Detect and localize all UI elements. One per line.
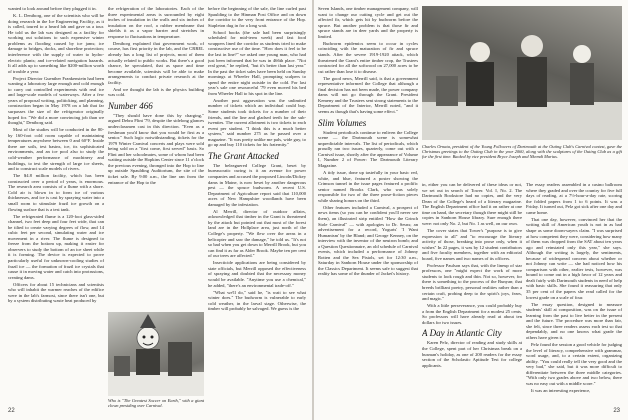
left-page — [0, 0, 312, 420]
right-column-1 — [318, 6, 418, 410]
right-hidden-col — [318, 404, 319, 405]
paragraph: in, either you can be delivered of these ideas or not, we set out in search of Tower. Vol. I, No. 2. The Dartmouth Bookstore had no copies, and the very Dean of the College's heard of a literary magazine. The English Department office had it on rather at one time on hand, the secretary though there might still be copies in Sanborn House library. Sure enough there were: not only No. 2, but No. 1 as well, on our own. — [422, 182, 522, 226]
paragraph: "What we'll do," said he, "is wait to see what winter does." The budworm is vulnerable to early cold weather, in the larval stage. Otherwise, the timber will probably be salvaged. We guess is the — [208, 289, 306, 312]
paragraph: The essay question, designed to measure students' skill at composition, was on the issue of learning from the past to live better in the present and the future. The procedure was more than fair, she felt, since three readers assess each test so that dependably, and no one knows what grade the others have given it. — [526, 301, 622, 340]
group-figures-illustration — [422, 6, 622, 140]
right-photo-caption: Charles Ornata, president of the Young Followers of Dartmouth at the Outing Club's Carnival contest, gave the Christmas greetings to the Outing Club in the year 2060, along with the sculptures of the Outing Club as a gift for the first time. Backed by vice president Bryce Joseph and Nkemdi Marius. — [422, 144, 622, 160]
paragraph: Another post aggravation was the unlimited number of tickets which an individual could buy. Some students took tickets for a number of their friends, and the line and gladsed teeth for the sub-twenties. The current allotment is two tickets to each event per student. "I think this is a much better system," said number 275 as he passed over a magazine. "It was pretty unlike me pals, wide guy, to go up and buy 110 tickets for his fraternity." — [208, 97, 306, 148]
paragraph: A tidy issue, done up tastefully in your basic red, white, and blue, featured a poster showing the Crimson tunnel in the issue pages featured a prolific senior named Brooks Clark, who was solely responsible for two of the three prose-fiction pieces while sharing honors on the third. — [318, 170, 418, 203]
left-column-3 — [208, 6, 306, 410]
section-heading-grant-attacked: The Grant Attacked — [208, 150, 279, 161]
paragraph: K. L. Deniborg, one of the scientists who will be doing research in the Ice Engineering Facility, as it is called, toured to a heard lab and gave us a tour. He told us the lab was designed as a facility for working out solutions to such expensive winter problems as flooding caused by ice jams; ice damage to bridges, docks, and shoreline protection; interference with the supply of water to hydro-electric plants; and ice-related navigation hazards. It all adds up to something like $200-million worth of trouble a year. — [8, 13, 104, 74]
paragraph: Other features included a Carnival, a prospect of news items (so you can be confident you'll never see them), an illustrated strip entitled "How the Grinch Stole Carnival" — with apologies to Dr. Seuss; an advertisement for a record, Yogurts' 'I Want Humanism' by the Bland; and George Kenney, on the interview with the inventor of the neutron bomb; and a Question Questionnaire, an old schedule of Carnival events, which included a performance of Johnny Rotten and the Sex Pistols, set for 12:30 a.m., Saturday in Sanborn House under the sponsorship of the Classics Department. It seems safe to suggest that reality has some of the thunder of Jacket's history. — [318, 204, 418, 277]
paragraph: Budworm epidemics seem to occur in cycles coinciding with the maturation of fir and spruce stands. After the severe 1919-1920 attack, which threatened the Grant's entire timber crop, the Trustees contracted for all the softwood on 27,000 acres to be cut rather than lose it to disease. — [318, 40, 418, 74]
page-number-left: 22 — [8, 408, 15, 414]
left-column-2 — [108, 6, 204, 310]
paragraph: Insecticide applications are being considered by state officials, but Merrill opposed the effectiveness of spraying and doubted that the necessary money would be available. "Anytime you use a chemical," he added, "there's an environmental trade-off." — [208, 260, 306, 288]
paragraph: Officers for about 15 technicians and scientists who will inhabit the warmer reaches of the edifice were in the lab's farmost, since there isn't one, but by a system distributing waste heat produced by — [8, 281, 104, 304]
paragraph: Al Merrill, director of outdoor affairs, acknowledged that timber in the Grant is threatened by the attack but pointed out that most of the forest land are in the Hollplace area, just north of the College's property. "We flew over the areas in a helicopter and saw the damage," he told us. "It's not so bad when you get down to Merrill Brook, but you can find it as far as Alder Brook. Maybe ten per cent of our trees are affected." — [208, 208, 306, 259]
paragraph: With a little perseverance, you could probably buy a from the English Department for a modest 25 cents. So professors will have already read at about ten dollars for two issues. — [422, 303, 522, 325]
paragraph: "They should have done this by charging," argued Debra Flint '79, despite the sidelong glances underclassmen cast in this direction. "Even as a freshman you'd know that you would be first as a senior." Such logic notwithstanding, tickets for the 1979 Winter Carnival concerts and plays were sold being sold on a "first come, first served" basis. So Flint and her schoolmates, some of whom had been waiting outside the Hopkins Center since 11 o'clock the previous evening, thronged into the Hop to line up outside Spaulding Auditorium, the site of the ticket sale. By 9:00 a.m., the line ran from the entrance of the Hop to the — [108, 112, 204, 185]
paragraph: It was an interesting experience, — [531, 388, 591, 394]
paragraph: Most of the studies will be conducted in the 80- by 160-foot cold room capable of maintaining temperatures anywhere between 0 and 60°F. Inside there are soils, test basins, ice, its sophisticated environments, and an ice pool also to study the cold-weather performance of machinery and buildings, to test the strength of large ice sheets, and to construct scale models of rivers. — [8, 127, 104, 172]
paragraph: before the beginning of the sale, the line curled past Spaulding to the Hinman Post Office and on down the corridor to the very front entrance of the Hop. Stapleton dug in for a long wait. — [208, 6, 306, 28]
paragraph: Project Director Guenther Frankenstein had been wanting a laboratory large enough and cold enough to carry out controlled experiments with real ice and large-scale models of waterways. After a few years of proposal writing, politicking, and planning, construction began in May 1978 on a lab that far surpasses the size of the refrigerator originally hoped for. "We did a more convincing job than we thought," Deniborg said. — [8, 75, 104, 126]
paragraph: That one day, however, convinced her that the writing skill of American youth is not in as bad shape as some doom-sayers claim. "I was surprised at how competent they were, considering how many of them was dropped from the SAT about ten years ago and reinstated only this year," she says. Although the writing is largely, the sentiments, because of widespread concern about whether or not Johnny can write — she had noticed how his comparison with other, earlier tests, however, was bound to come out in a high favor of 12 years and dealt fairly with Dartmouth students in need of help with basic skills. She found it reassuring that only 35 per cent of the papers she read called for the lowest grade on a scale of four. — [526, 216, 622, 300]
paragraph: wanted to look around before they plugged it in. — [8, 6, 97, 11]
section-heading-atlantic-city: A Day in Atlantic City — [422, 328, 502, 339]
paragraph: The $4.8 million facility, which has been constructed over a period of years, is enormous. The research area consists of a flume with a shore. Cold air is blown in to form ice of various thicknesses, and ice is cast by spraying water into a small room to stimulate frazil ice growth on a flowing surface that is a test tank. — [8, 173, 104, 212]
paragraph: Student periodicals continue to enliven the College scene — the Dartmouth scene is somewhat unpredictable intervals. The list of periodicals, which proudly ran two issues, quarterly, come out with a Carnival issue, shortly after the appearance of Volume I, Number 2 of Power: The Dartmouth Literary Magazine. — [318, 129, 418, 168]
clown-figure-illustration — [108, 312, 204, 396]
page-number-right: 23 — [613, 408, 620, 414]
paragraph: The essay readers assembled in a casino ballroom where they graded and over the country for five full days of reading, at a 7½-hour-a-day rate, scoring the folded papers from 1 to 6 points. It was a Friday. It turned out, Pelz got sick after one day and came home. — [526, 182, 622, 215]
paragraph: Karen Pelz, director of reading and study skills at the College, spent part of her Christmas break on a busman's holiday, as one of 200 readers for the essay section of the Scholastic Aptitude Test for college applicants. — [422, 340, 522, 368]
carnival-group-photo — [422, 6, 622, 140]
right-column-2 — [422, 182, 522, 410]
paragraph: The refrigerated flume is a 120-foot glass-sided channel, two feet deep and four feet wide, that can be tilted to create varying degrees of flow, and 14 cubic feet per second, simulating water and ice movement in a river. The flume is designed to freeze from the bottom up, making it easier for observers to study the bottom of an ice sheet while it is forming. The device is expected to prove particularly useful for unknown-cooling studies of frazil ice — the formation of frazil ice crystals that cause it in moving water and catch into protrusions, creating dams. — [8, 213, 104, 280]
paragraph: Professor Paulson says that, with the lineup of star professors, one "might expect the work of more students to look rough and thin. Not so, however, for there is something to the process of the Bunyan; that breeds brilliant poetry, personal realities rather than a certain craft, probing deep to the spirit's joys, fears, and magic." — [422, 262, 522, 302]
section-heading-number-466: Number 466 — [108, 100, 153, 111]
paragraph: Deniborg explained that government work, of course, has first priority in the lab, and the CRREL already has a long list of projects, most of them actually related to public works. But there's a good chance, he speculated, that as space and time become available, scientists will be able to make arrangements to conduct private research at the facility. — [108, 40, 204, 85]
paragraph: the refrigeration of the laboratories. Each of the three experimental areas is surrounded by eight inches of insulation in the walls and six inches of insulation on the roof, a rubber membrane that shields it as a vapor barrier and stretches in response to fluctuations in temperature. — [108, 6, 204, 39]
paragraph: The good news, Merrill said, is that a government representative informed the College that although a final decision has not been made, the power company dams will not go through the Grant. President Kemeny and the Trustees sent strong statements to the Department of the Interior, Merrill noted, "and it seems as though that's having some effect." — [318, 75, 418, 115]
paragraph: And we thought the lab is the physics building was cold. — [108, 86, 204, 98]
paragraph: Seven Islands, one timber management company, will want to change our cutting cycle and get out the affected fir, which gets hit by budworm before the spruce. But another problem is that those fir and spruce stands are in deer yards and the property is limited. — [318, 6, 418, 39]
section-heading-slim-volumes: Slim Volumes — [318, 117, 367, 128]
paragraph: Pelz found the session a good vehicle for judging the level of literacy, comprehensive with grammar, word usage, and, to a certain extent, organizing ability. "You could really tell the very good and the very bad," she said, but it was more difficult to differentiate between the three middle categories. "With only two grades above and two below, there was no easy out with a middle score." — [526, 342, 622, 386]
paragraph: School books (the sale had been surprisingly scheduled for mid-term week) and fast food wrappers lined the corridor as students tried to make constructive use of the time. "How does it feel to be the last in line?" we asked one young man, who had just been informed that he was in 466th place. "Not real great," he replied, "but it's better than last year." In the past the ticket sales have been held on Sunday mornings at Wheeler Hall, prompting scalpers to spend the entire night outside in the cold. For last year's sale one resourceful '79 even moved his bed from Wheeler Hall to his spot in the line. — [208, 29, 306, 96]
right-column-3 — [526, 182, 622, 404]
paragraph — [318, 404, 319, 405]
left-column-1 — [8, 6, 104, 410]
paragraph: The beleaguered College Grant, beset by bureaucratic curing is it an avenue for power companies and accused the proposed Lincoln/Dickey dams in Maine, is now beset by another dangerous pest — the spruce budworm. A recent U.S. Department of Agriculture report said that 110,000 acres of New Hampshire woodlands have been damaged by the infestation. — [208, 162, 306, 207]
left-photo-caption: Who is "The Greatest Soccer on Earth," with a giant clown presiding over Carnival. — [108, 398, 204, 409]
right-page — [314, 0, 628, 420]
carnival-clown-photo — [108, 312, 204, 396]
paragraph: The cover states that Tower's "purpose is to give expression to all" and "to encourage the literary activity of those, breaking into prose only, when it wishes" In 22 pages, it was by 12 student contributors and five faculty members, together with an editorial board, five names and two names of its officers. — [422, 227, 522, 261]
